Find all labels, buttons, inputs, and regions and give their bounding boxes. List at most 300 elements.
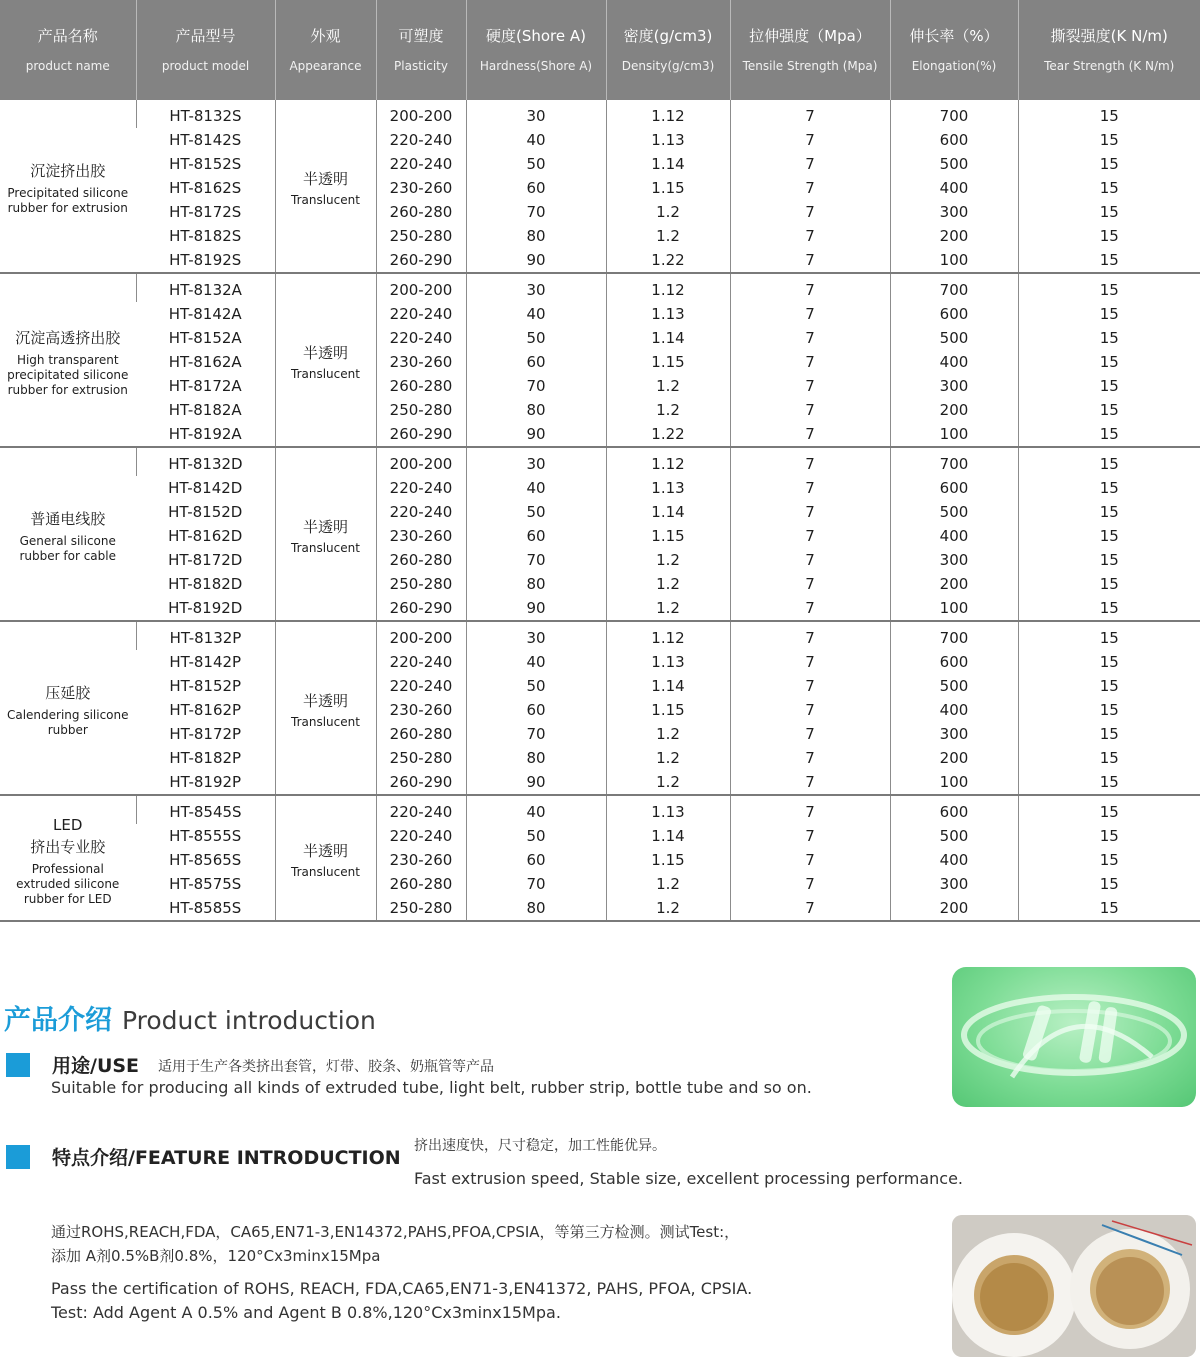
plasticity-cell: 260-280 [376, 722, 466, 746]
hardness-cell: 60 [466, 176, 606, 200]
tensile-strength-cell: 7 [730, 302, 890, 326]
appearance-en: Translucent [291, 714, 360, 729]
hardness-cell: 30 [466, 447, 606, 476]
header-en: Plasticity [394, 59, 448, 73]
hardness-cell: 90 [466, 770, 606, 795]
table-row [0, 273, 1200, 302]
appearance-en: Translucent [291, 366, 360, 381]
table-row [0, 302, 1200, 326]
tear-strength-cell: 15 [1018, 596, 1200, 621]
table-row [0, 422, 1200, 447]
product-name-en: Precipitated silicone rubber for extrusion [7, 186, 129, 215]
elongation-cell: 100 [890, 770, 1018, 795]
tensile-strength-cell: 7 [730, 374, 890, 398]
tear-strength-cell: 15 [1018, 273, 1200, 302]
density-cell: 1.22 [606, 422, 730, 447]
header-en: Density(g/cm3) [621, 59, 715, 73]
model-cell: HT-8162P [169, 701, 242, 719]
use-description-cn: 适用于生产各类挤出套管，灯带、胶条、奶瓶管等产品 [158, 1059, 494, 1075]
hardness-cell: 60 [466, 350, 606, 374]
plasticity-cell: 220-240 [376, 128, 466, 152]
table-row [0, 746, 1200, 770]
density-cell: 1.2 [606, 872, 730, 896]
model-cell: HT-8132D [136, 447, 275, 476]
elongation-cell: 500 [890, 674, 1018, 698]
tensile-strength-cell: 7 [730, 795, 890, 824]
model-cell: HT-8142S [169, 131, 242, 149]
density-cell: 1.12 [606, 621, 730, 650]
tear-strength-cell: 15 [1018, 770, 1200, 795]
plasticity-cell: 260-290 [376, 770, 466, 795]
intro-heading-en: Product introduction [122, 1006, 376, 1035]
tensile-strength-cell: 7 [730, 824, 890, 848]
header-zh: 可塑度 [398, 27, 444, 45]
tensile-strength-cell: 7 [730, 722, 890, 746]
density-cell: 1.2 [606, 224, 730, 248]
silicone-pipes-photo [952, 1215, 1196, 1357]
tear-strength-cell: 15 [1018, 896, 1200, 921]
plasticity-cell: 260-290 [376, 248, 466, 273]
elongation-cell: 700 [890, 273, 1018, 302]
appearance-en: Translucent [291, 864, 360, 879]
density-cell: 1.15 [606, 176, 730, 200]
appearance-cell [275, 273, 376, 447]
tensile-strength-cell: 7 [730, 398, 890, 422]
elongation-cell: 300 [890, 374, 1018, 398]
elongation-cell: 700 [890, 621, 1018, 650]
tensile-strength-cell: 7 [730, 674, 890, 698]
tensile-strength-cell: 7 [730, 621, 890, 650]
tear-strength-cell: 15 [1018, 524, 1200, 548]
density-cell: 1.14 [606, 152, 730, 176]
density-cell: 1.2 [606, 596, 730, 621]
hardness-cell: 50 [466, 326, 606, 350]
tensile-strength-cell: 7 [730, 770, 890, 795]
header-tear-strength [1018, 0, 1200, 100]
table-row [0, 596, 1200, 621]
model-cell: HT-8575S [169, 875, 242, 893]
plasticity-cell: 220-240 [376, 500, 466, 524]
certification-cn-line-2: 添加 A剂0.5%B剂0.8%，120°Cx3minx15Mpa [51, 1247, 381, 1265]
model-cell: HT-8545S [136, 795, 275, 824]
model-cell: HT-8132A [136, 273, 275, 302]
elongation-cell: 300 [890, 722, 1018, 746]
tear-strength-cell: 15 [1018, 350, 1200, 374]
model-cell: HT-8192D [136, 596, 275, 621]
hardness-cell: 30 [466, 100, 606, 128]
plasticity-cell: 250-280 [376, 398, 466, 422]
hardness-cell: 40 [466, 128, 606, 152]
plasticity-cell: 260-280 [376, 200, 466, 224]
table-row [0, 548, 1200, 572]
feature-description-cn: 挤出速度快，尺寸稳定，加工性能优异。 [414, 1138, 666, 1154]
model-cell: HT-8172P [169, 725, 242, 743]
hardness-cell: 60 [466, 848, 606, 872]
density-cell: 1.2 [606, 722, 730, 746]
tensile-strength-cell: 7 [730, 848, 890, 872]
header-en: Hardness(Shore A) [479, 59, 593, 73]
model-cell: HT-8142P [169, 653, 242, 671]
use-title: 用途/USE [52, 1055, 140, 1077]
plasticity-cell: 250-280 [376, 746, 466, 770]
hardness-cell: 70 [466, 374, 606, 398]
tensile-strength-cell: 7 [730, 596, 890, 621]
silicone-pipes-illustration [952, 1215, 1196, 1357]
table-row [0, 770, 1200, 795]
hardness-cell: 50 [466, 824, 606, 848]
product-name-zh: 普通电线胶 [30, 510, 106, 528]
table-row [0, 176, 1200, 200]
elongation-cell: 500 [890, 824, 1018, 848]
appearance-zh: 半透明 [302, 517, 348, 536]
certification-en-line-1: Pass the certification of ROHS, REACH, FDA,CA65,EN71-3,EN41372, PAHS, PFOA, CPSIA. [51, 1279, 753, 1298]
density-cell: 1.2 [606, 896, 730, 921]
density-cell: 1.15 [606, 848, 730, 872]
table-row [0, 872, 1200, 896]
header-zh: 拉伸强度（Mpa） [749, 27, 871, 45]
hardness-cell: 50 [466, 500, 606, 524]
density-cell: 1.15 [606, 698, 730, 722]
tensile-strength-cell: 7 [730, 273, 890, 302]
header-plasticity [376, 0, 466, 100]
product-name-zh: 沉淀挤出胶 [30, 162, 106, 180]
header-zh: 产品名称 [37, 27, 98, 45]
hardness-cell: 40 [466, 476, 606, 500]
elongation-cell: 400 [890, 176, 1018, 200]
density-cell: 1.2 [606, 374, 730, 398]
silicone-tubes-illustration [952, 967, 1196, 1107]
table-row [0, 100, 1200, 128]
density-cell: 1.13 [606, 128, 730, 152]
feature-title: 特点介绍/FEATURE INTRODUCTION [52, 1147, 401, 1169]
density-cell: 1.14 [606, 326, 730, 350]
model-cell: HT-8555S [169, 827, 242, 845]
appearance-zh: 半透明 [302, 691, 348, 710]
square-bullet-icon [6, 1145, 30, 1169]
product-name-en: Calendering silicone rubber [6, 708, 129, 737]
tear-strength-cell: 15 [1018, 152, 1200, 176]
header-zh: 伸长率（%） [909, 27, 999, 45]
table-row [0, 621, 1200, 650]
model-cell: HT-8132S [136, 100, 275, 128]
appearance-en: Translucent [291, 192, 360, 207]
model-cell: HT-8142A [168, 305, 242, 323]
table-row [0, 795, 1200, 824]
density-cell: 1.12 [606, 273, 730, 302]
model-cell: HT-8152S [169, 155, 242, 173]
elongation-cell: 200 [890, 572, 1018, 596]
density-cell: 1.2 [606, 398, 730, 422]
hardness-cell: 90 [466, 596, 606, 621]
tear-strength-cell: 15 [1018, 848, 1200, 872]
elongation-cell: 700 [890, 100, 1018, 128]
plasticity-cell: 220-240 [376, 302, 466, 326]
plasticity-cell: 260-290 [376, 596, 466, 621]
model-cell: HT-8172S [169, 203, 242, 221]
tensile-strength-cell: 7 [730, 176, 890, 200]
tear-strength-cell: 15 [1018, 374, 1200, 398]
density-cell: 1.13 [606, 476, 730, 500]
header-zh: 撕裂强度(K N/m) [1050, 27, 1168, 45]
tensile-strength-cell: 7 [730, 572, 890, 596]
elongation-cell: 400 [890, 698, 1018, 722]
table-row [0, 374, 1200, 398]
header-en: product model [161, 59, 250, 73]
tensile-strength-cell: 7 [730, 650, 890, 674]
header-en: Tear Strength (K N/m) [1044, 59, 1175, 73]
density-cell: 1.12 [606, 100, 730, 128]
model-cell: HT-8182A [168, 401, 242, 419]
elongation-cell: 500 [890, 152, 1018, 176]
model-cell: HT-8152P [169, 677, 242, 695]
product-name-en: General silicone rubber for cable [19, 534, 116, 563]
table-row [0, 572, 1200, 596]
tensile-strength-cell: 7 [730, 548, 890, 572]
density-cell: 1.22 [606, 248, 730, 273]
intro-heading [4, 998, 376, 1037]
table-row [0, 398, 1200, 422]
header-product-name [0, 0, 136, 100]
certification-cn-line-1: 通过ROHS,REACH,FDA，CA65,EN71-3,EN14372,PAHS,PFOA,CPSIA，等第三方检测。测试Test:， [51, 1223, 740, 1241]
tensile-strength-cell: 7 [730, 248, 890, 273]
header-product-model [136, 0, 275, 100]
tensile-strength-cell: 7 [730, 422, 890, 447]
header-zh: 外观 [310, 27, 341, 45]
tear-strength-cell: 15 [1018, 500, 1200, 524]
elongation-cell: 600 [890, 650, 1018, 674]
product-name-en: Professional extruded silicone rubber for LED [16, 861, 120, 906]
plasticity-cell: 230-260 [376, 524, 466, 548]
tensile-strength-cell: 7 [730, 200, 890, 224]
tensile-strength-cell: 7 [730, 447, 890, 476]
plasticity-cell: 220-240 [376, 795, 466, 824]
hardness-cell: 80 [466, 224, 606, 248]
plasticity-cell: 230-260 [376, 848, 466, 872]
model-cell: HT-8172D [168, 551, 243, 569]
appearance-cell [275, 447, 376, 621]
tear-strength-cell: 15 [1018, 548, 1200, 572]
density-cell: 1.2 [606, 200, 730, 224]
plasticity-cell: 230-260 [376, 350, 466, 374]
table-header-row [0, 0, 1200, 100]
model-cell: HT-8132P [136, 621, 275, 650]
elongation-cell: 500 [890, 500, 1018, 524]
tear-strength-cell: 15 [1018, 698, 1200, 722]
hardness-cell: 80 [466, 746, 606, 770]
model-cell: HT-8192S [136, 248, 275, 273]
density-cell: 1.14 [606, 674, 730, 698]
plasticity-cell: 250-280 [376, 224, 466, 248]
plasticity-cell: 260-280 [376, 548, 466, 572]
plasticity-cell: 220-240 [376, 824, 466, 848]
hardness-cell: 40 [466, 795, 606, 824]
table-row [0, 326, 1200, 350]
model-cell: HT-8142D [168, 479, 243, 497]
tear-strength-cell: 15 [1018, 422, 1200, 447]
tear-strength-cell: 15 [1018, 872, 1200, 896]
hardness-cell: 40 [466, 302, 606, 326]
table-row [0, 224, 1200, 248]
appearance-cell [275, 795, 376, 921]
table-row [0, 698, 1200, 722]
model-cell: HT-8182D [168, 575, 243, 593]
plasticity-cell: 260-280 [376, 872, 466, 896]
header-appearance [275, 0, 376, 100]
elongation-cell: 300 [890, 872, 1018, 896]
plasticity-cell: 220-240 [376, 476, 466, 500]
tear-strength-cell: 15 [1018, 572, 1200, 596]
hardness-cell: 70 [466, 872, 606, 896]
hardness-cell: 70 [466, 548, 606, 572]
elongation-cell: 200 [890, 224, 1018, 248]
tear-strength-cell: 15 [1018, 722, 1200, 746]
tear-strength-cell: 15 [1018, 200, 1200, 224]
product-name-cell [0, 273, 136, 447]
model-cell: HT-8182S [169, 227, 242, 245]
product-name-cell [0, 447, 136, 621]
tear-strength-cell: 15 [1018, 476, 1200, 500]
model-cell: HT-8192P [136, 770, 275, 795]
model-cell: HT-8162A [168, 353, 242, 371]
hardness-cell: 50 [466, 674, 606, 698]
tear-strength-cell: 15 [1018, 398, 1200, 422]
tensile-strength-cell: 7 [730, 100, 890, 128]
hardness-cell: 70 [466, 200, 606, 224]
hardness-cell: 90 [466, 422, 606, 447]
table-row [0, 350, 1200, 374]
tensile-strength-cell: 7 [730, 128, 890, 152]
plasticity-cell: 220-240 [376, 326, 466, 350]
table-row [0, 248, 1200, 273]
tear-strength-cell: 15 [1018, 176, 1200, 200]
header-hardness [466, 0, 606, 100]
hardness-cell: 30 [466, 273, 606, 302]
table-row [0, 447, 1200, 476]
elongation-cell: 300 [890, 548, 1018, 572]
tensile-strength-cell: 7 [730, 500, 890, 524]
plasticity-cell: 260-290 [376, 422, 466, 447]
hardness-cell: 80 [466, 572, 606, 596]
silicone-tubes-photo [952, 967, 1196, 1107]
table-row [0, 674, 1200, 698]
elongation-cell: 400 [890, 848, 1018, 872]
density-cell: 1.14 [606, 824, 730, 848]
product-name-zh: 压延胶 [45, 684, 91, 702]
plasticity-cell: 200-200 [376, 447, 466, 476]
elongation-cell: 200 [890, 398, 1018, 422]
density-cell: 1.14 [606, 500, 730, 524]
tear-strength-cell: 15 [1018, 674, 1200, 698]
plasticity-cell: 260-280 [376, 374, 466, 398]
tear-strength-cell: 15 [1018, 302, 1200, 326]
plasticity-cell: 230-260 [376, 176, 466, 200]
density-cell: 1.13 [606, 302, 730, 326]
appearance-zh: 半透明 [302, 841, 348, 860]
elongation-cell: 600 [890, 476, 1018, 500]
density-cell: 1.2 [606, 770, 730, 795]
elongation-cell: 200 [890, 896, 1018, 921]
appearance-zh: 半透明 [302, 343, 348, 362]
elongation-cell: 600 [890, 795, 1018, 824]
elongation-cell: 400 [890, 524, 1018, 548]
density-cell: 1.15 [606, 350, 730, 374]
product-name-zh: 沉淀高透挤出胶 [15, 328, 121, 347]
tensile-strength-cell: 7 [730, 698, 890, 722]
tear-strength-cell: 15 [1018, 621, 1200, 650]
model-cell: HT-8192A [136, 422, 275, 447]
table-row [0, 524, 1200, 548]
elongation-cell: 100 [890, 248, 1018, 273]
hardness-cell: 80 [466, 398, 606, 422]
elongation-cell: 200 [890, 746, 1018, 770]
tensile-strength-cell: 7 [730, 872, 890, 896]
header-density [606, 0, 730, 100]
plasticity-cell: 220-240 [376, 674, 466, 698]
tensile-strength-cell: 7 [730, 152, 890, 176]
elongation-cell: 300 [890, 200, 1018, 224]
plasticity-cell: 250-280 [376, 572, 466, 596]
hardness-cell: 50 [466, 152, 606, 176]
elongation-cell: 100 [890, 596, 1018, 621]
feature-description-en: Fast extrusion speed, Stable size, excellent processing performance. [414, 1169, 964, 1188]
density-cell: 1.13 [606, 650, 730, 674]
table-row [0, 200, 1200, 224]
product-name-zh: LED 挤出专业胶 [30, 815, 106, 856]
model-cell: HT-8565S [169, 851, 242, 869]
header-tensile-strength [730, 0, 890, 100]
plasticity-cell: 220-240 [376, 650, 466, 674]
hardness-cell: 60 [466, 698, 606, 722]
density-cell: 1.2 [606, 572, 730, 596]
tensile-strength-cell: 7 [730, 896, 890, 921]
tensile-strength-cell: 7 [730, 524, 890, 548]
elongation-cell: 500 [890, 326, 1018, 350]
tensile-strength-cell: 7 [730, 224, 890, 248]
tear-strength-cell: 15 [1018, 224, 1200, 248]
model-cell: HT-8585S [136, 896, 275, 921]
table-row [0, 500, 1200, 524]
plasticity-cell: 200-200 [376, 621, 466, 650]
header-en: Appearance [289, 59, 362, 73]
model-cell: HT-8152A [168, 329, 242, 347]
product-name-en: High transparent precipitated silicone rubber for extrusion [7, 352, 129, 397]
header-zh: 密度(g/cm3) [623, 27, 713, 45]
tensile-strength-cell: 7 [730, 350, 890, 374]
hardness-cell: 70 [466, 722, 606, 746]
tear-strength-cell: 15 [1018, 248, 1200, 273]
plasticity-cell: 250-280 [376, 896, 466, 921]
table-row [0, 650, 1200, 674]
density-cell: 1.2 [606, 548, 730, 572]
tensile-strength-cell: 7 [730, 326, 890, 350]
header-en: Elongation(%) [911, 59, 997, 73]
tensile-strength-cell: 7 [730, 476, 890, 500]
model-cell: HT-8172A [168, 377, 242, 395]
tear-strength-cell: 15 [1018, 447, 1200, 476]
tear-strength-cell: 15 [1018, 650, 1200, 674]
density-cell: 1.15 [606, 524, 730, 548]
tear-strength-cell: 15 [1018, 128, 1200, 152]
table-row [0, 896, 1200, 921]
table-row [0, 128, 1200, 152]
tensile-strength-cell: 7 [730, 746, 890, 770]
elongation-cell: 400 [890, 350, 1018, 374]
plasticity-cell: 200-200 [376, 100, 466, 128]
elongation-cell: 700 [890, 447, 1018, 476]
model-cell: HT-8162D [168, 527, 243, 545]
model-cell: HT-8162S [169, 179, 242, 197]
square-bullet-icon [6, 1053, 30, 1077]
